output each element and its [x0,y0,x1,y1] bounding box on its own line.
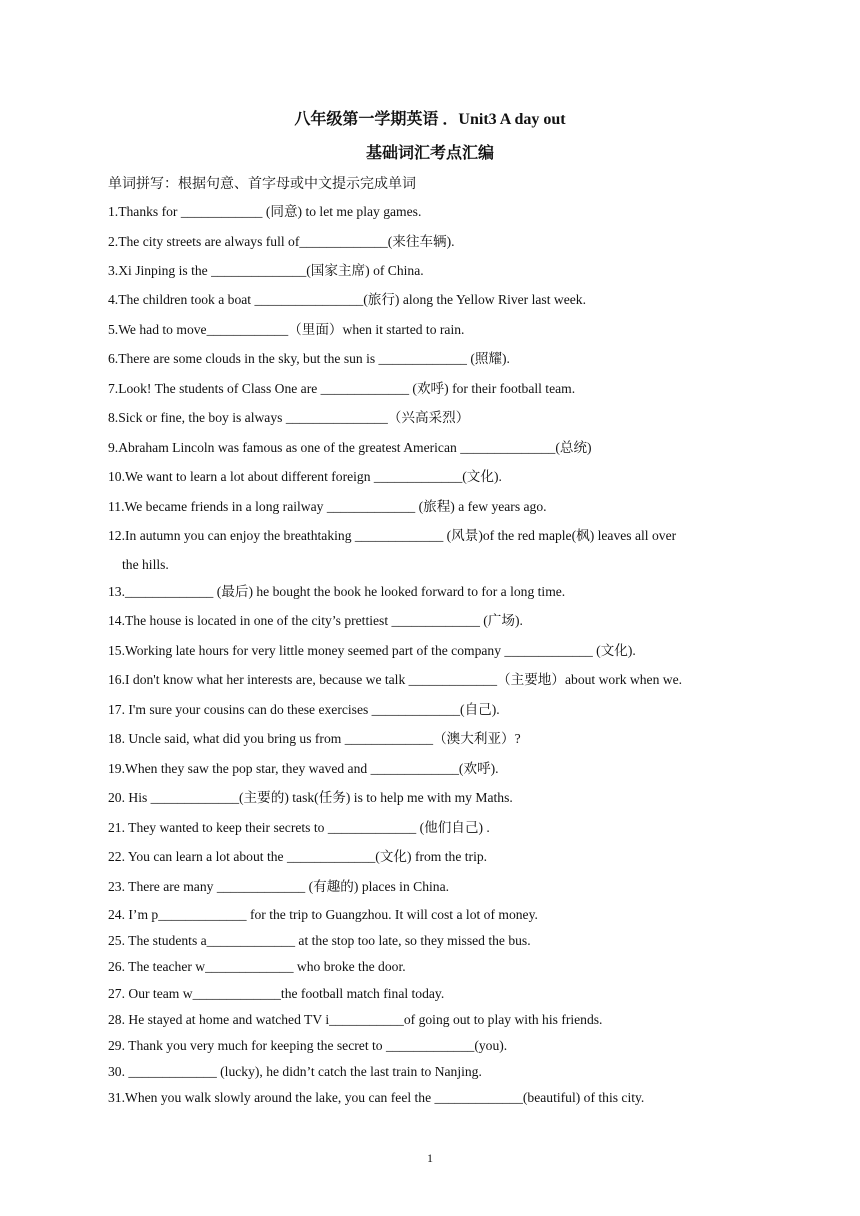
question-9: 9.Abraham Lincoln was famous as one of the greatest American ______________(总统) [108,440,592,455]
question-8: 8.Sick or fine, the boy is always _______________（兴高采烈） [108,410,470,425]
question-2: 2.The city streets are always full of_____________(来往车辆). [108,234,455,249]
question-19: 19.When they saw the pop star, they waved and _____________(欢呼). [108,761,499,776]
question-31: 31.When you walk slowly around the lake, you can feel the _____________(beautiful) of this city. [108,1090,645,1105]
question-25: 25. The students a_____________ at the stop too late, so they missed the bus. [108,933,531,948]
question-7: 7.Look! The students of Class One are _____________ (欢呼) for their football team. [108,381,576,396]
question-26: 26. The teacher w_____________ who broke the door. [108,959,406,974]
question-5: 5.We had to move____________（里面）when it started to rain. [108,322,465,337]
question-20: 20. His _____________(主要的) task(任务) is to help me with my Maths. [108,790,513,805]
page-subtitle: 基础词汇考点汇编 [365,145,494,162]
question-16: 16.I don't know what her interests are, because we talk _____________（主要地）about work when we. [108,672,683,687]
question-24: 24. I’m p_____________ for the trip to Guangzhou. It will cost a lot of money. [108,907,538,922]
question-14: 14.The house is located in one of the city’s prettiest _____________ (广场). [108,613,523,628]
question-23: 23. There are many _____________ (有趣的) places in China. [108,879,450,894]
question-21: 21. They wanted to keep their secrets to _____________ (他们自己) . [108,820,490,835]
question-6: 6.There are some clouds in the sky, but the sun is _____________ (照耀). [108,351,510,366]
question-12-line-1: 12.In autumn you can enjoy the breathtaking _____________ (风景)of the red maple(枫) leaves all over [108,528,677,543]
question-10: 10.We want to learn a lot about different foreign _____________(文化). [108,469,502,484]
question-4: 4.The children took a boat ________________(旅行) along the Yellow River last week. [108,292,586,307]
question-18: 18. Uncle said, what did you bring us from _____________（澳大利亚）? [108,731,521,746]
question-1: 1.Thanks for ____________ (同意) to let me play games. [108,204,422,219]
question-17: 17. I'm sure your cousins can do these exercises _____________(自己). [108,702,500,717]
question-22: 22. You can learn a lot about the _____________(文化) from the trip. [108,849,488,864]
question-13: 13._____________ (最后) he bought the book he looked forward to for a long time. [108,584,566,599]
question-12-line-2: the hills. [122,557,169,572]
question-3: 3.Xi Jinping is the ______________(国家主席) of China. [108,263,424,278]
question-15: 15.Working late hours for very little money seemed part of the company _____________ (文化). [108,643,636,658]
question-27: 27. Our team w_____________the football match final today. [108,986,445,1001]
page-title: 八年级第一学期英语 ．Unit3 A day out [294,111,566,128]
question-28: 28. He stayed at home and watched TV i___________of going out to play with his friends. [108,1012,603,1027]
page-number: 1 [427,1151,433,1165]
instruction-text: 单词拼写：根据句意、首字母或中文提示完成单词 [108,177,416,192]
question-11: 11.We became friends in a long railway _____________ (旅程) a few years ago. [108,499,547,514]
question-29: 29. Thank you very much for keeping the secret to _____________(you). [108,1038,508,1053]
question-30: 30. _____________ (lucky), he didn’t catch the last train to Nanjing. [108,1064,482,1079]
